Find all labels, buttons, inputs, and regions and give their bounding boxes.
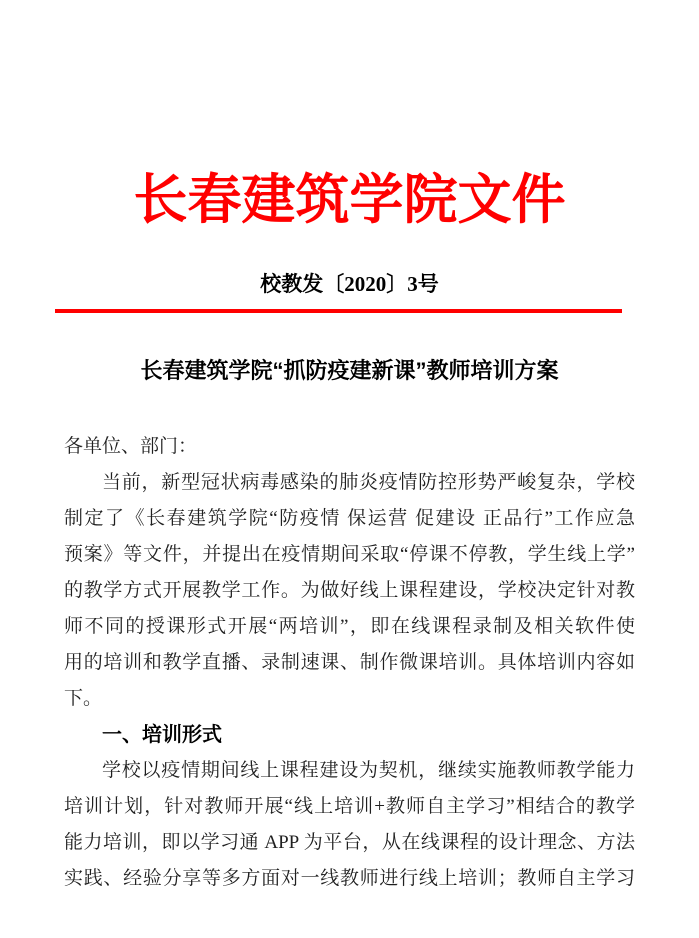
doc-title: 长春建筑学院“抓防疫建新课”教师培训方案 <box>140 358 559 383</box>
text-line: 培训计划，针对教师开展“线上培训+教师自主学习”相结合的教学 <box>64 796 635 817</box>
text-line: 的教学方式开展教学工作。为做好线上课程建设，学校决定针对教 <box>64 580 635 601</box>
section-heading-training-format: 一、培训形式 <box>102 724 222 746</box>
text-line: 用的培训和教学直播、录制速课、制作微课培训。具体培训内容如 <box>64 652 635 673</box>
text-line: 实践、经验分享等多方面对一线教师进行线上培训；教师自主学习 <box>64 868 635 889</box>
red-divider-line <box>55 309 622 313</box>
text-line: 师不同的授课形式开展“两培训”，即在线课程录制及相关软件使 <box>64 616 635 637</box>
text-line: 制定了《长春建筑学院“防疫情 保运营 促建设 正品行”工作应急 <box>64 508 635 529</box>
doc-number: 校教发〔2020〕3号 <box>260 272 439 296</box>
text-line: 预案》等文件，并提出在疫情期间采取“停课不停教，学生线上学” <box>64 544 635 565</box>
salutation-line: 各单位、部门： <box>64 436 198 457</box>
text-line: 能力培训，即以学习通 APP 为平台，从在线课程的设计理念、方法 <box>64 832 635 853</box>
text-line: 下。 <box>64 688 103 709</box>
text-line: 学校以疫情期间线上课程建设为契机，继续实施教师教学能力 <box>102 760 635 781</box>
text-line: 当前，新型冠状病毒感染的肺炎疫情防控形势严峻复杂，学校 <box>102 472 635 493</box>
document-body <box>64 429 635 897</box>
banner-title: 长春建筑学院文件 <box>133 170 566 230</box>
